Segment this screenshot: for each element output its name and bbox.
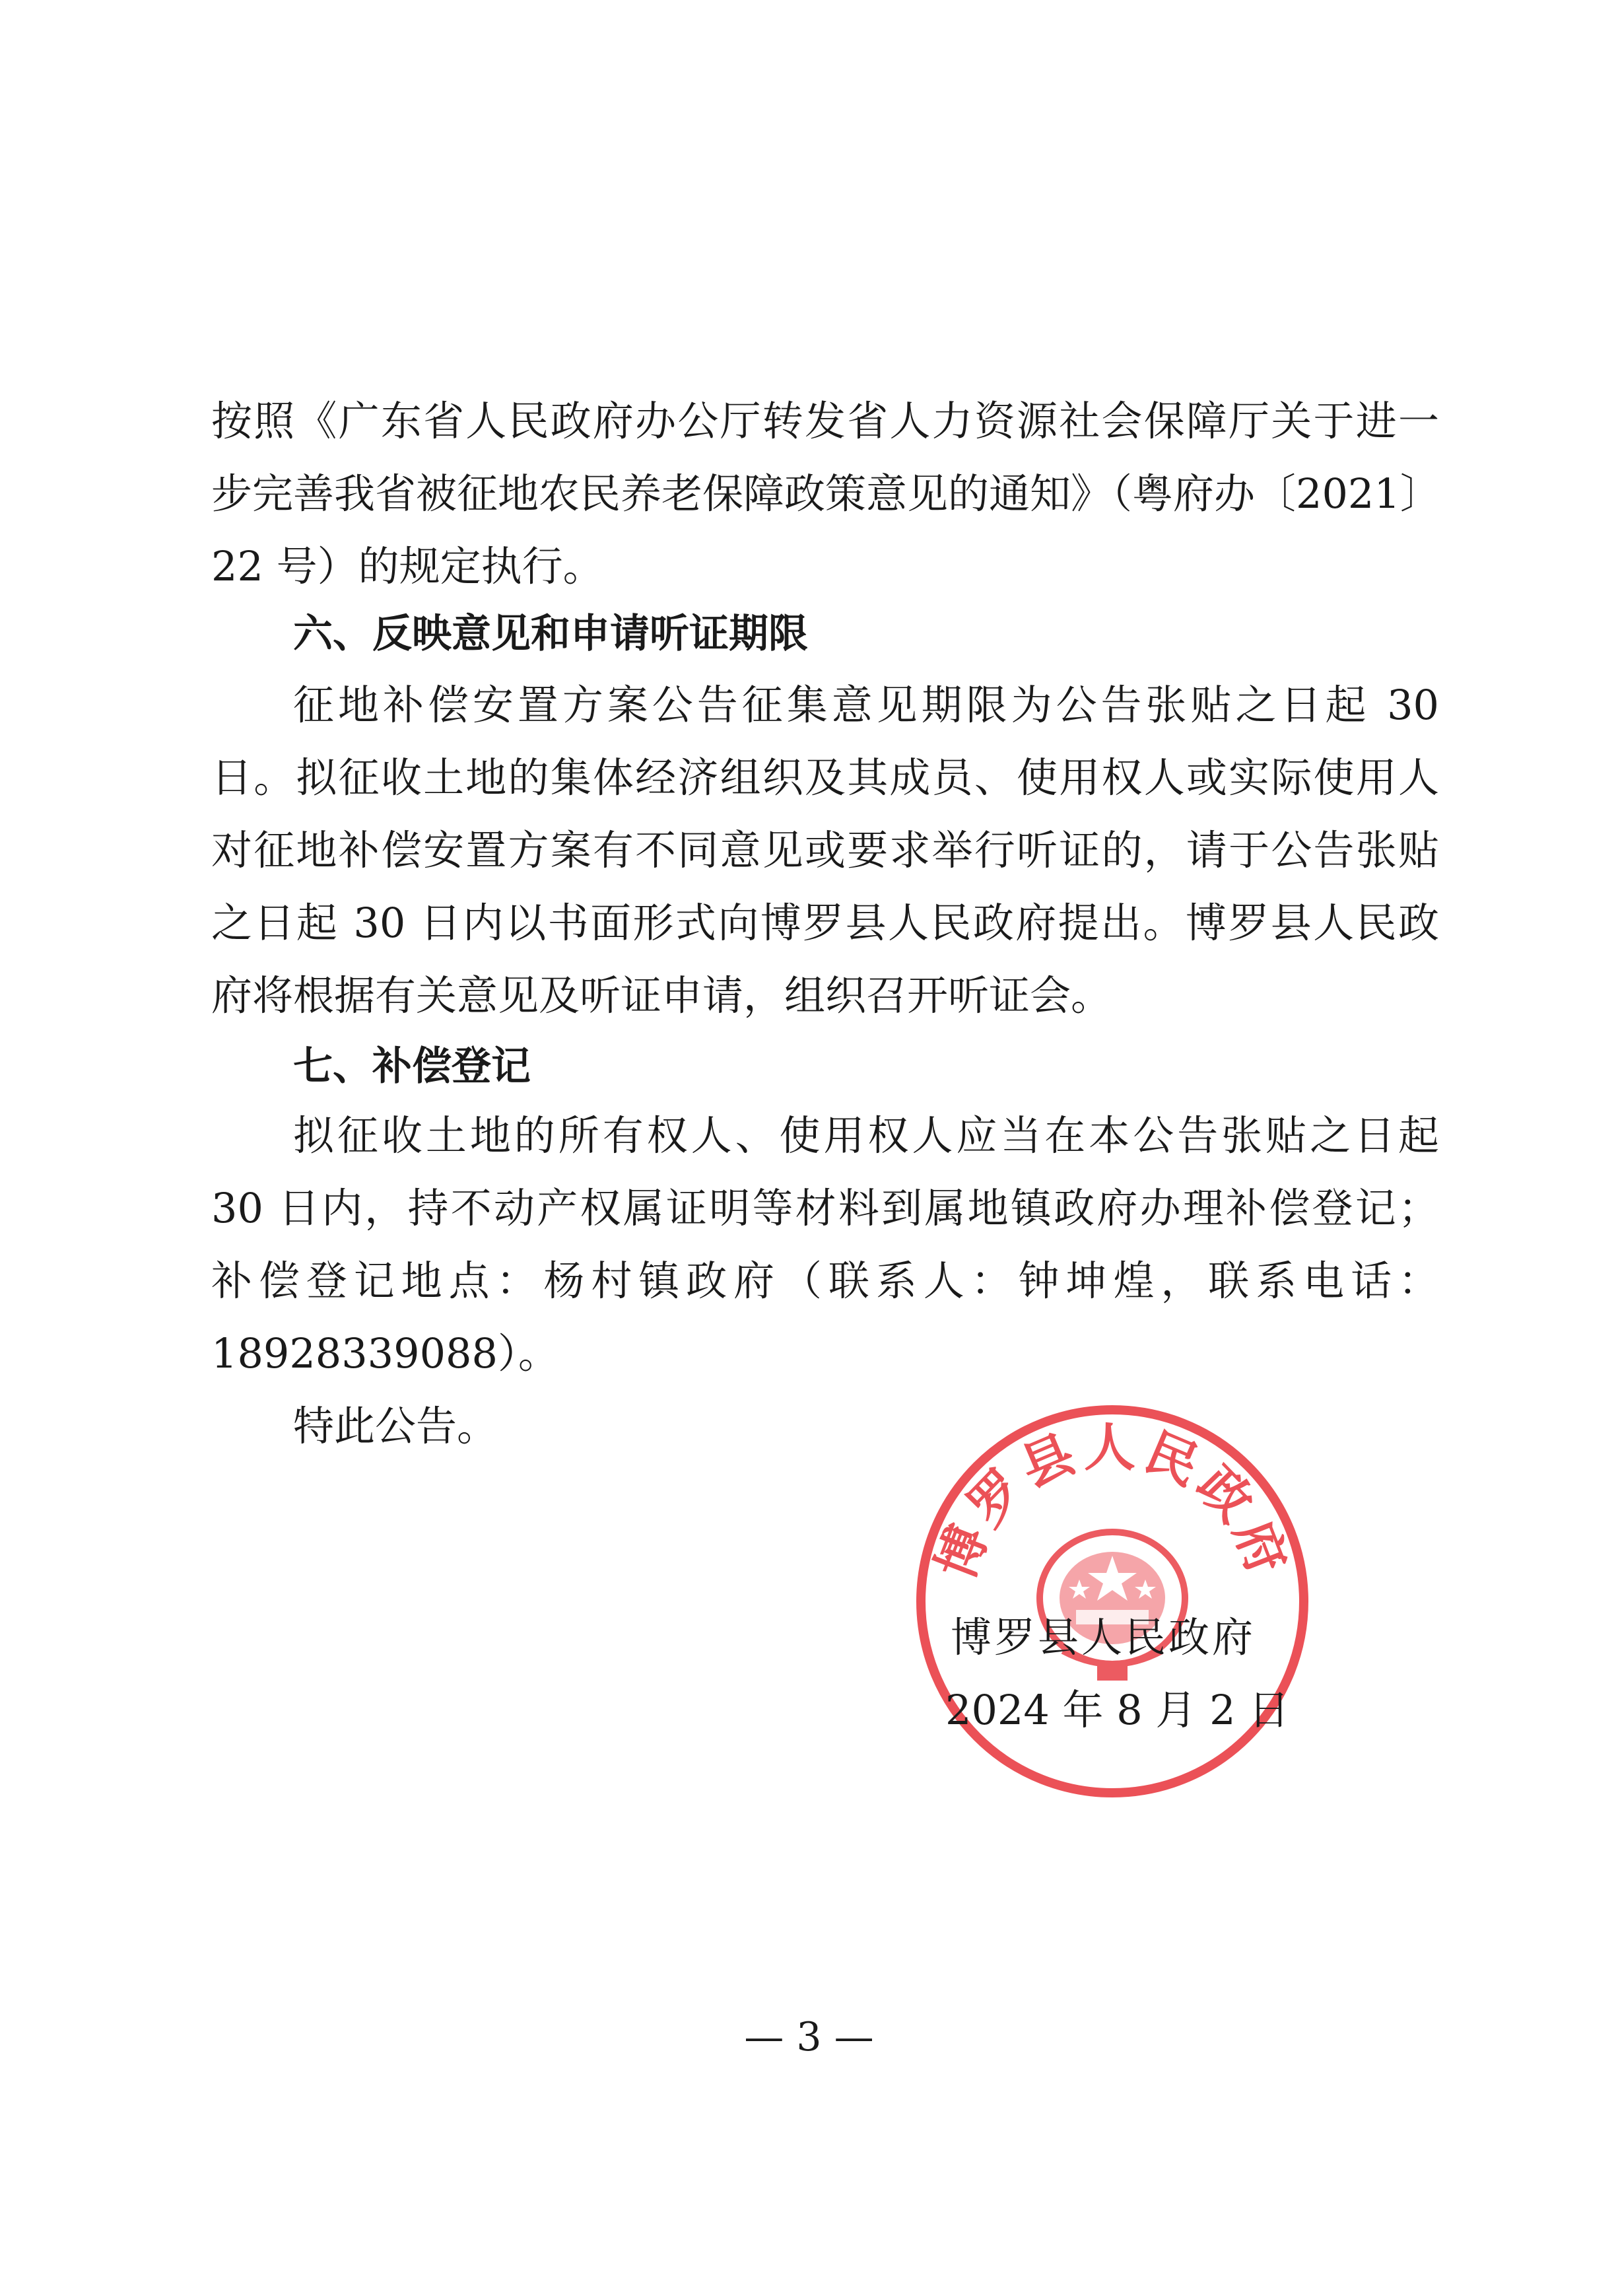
body-line: 征地补偿安置方案公告征集意见期限为公告张贴之日起 30 xyxy=(293,681,1439,729)
body-line: 22 号）的规定执行。 xyxy=(211,542,604,590)
body-line: 之日起 30 日内以书面形式向博罗县人民政府提出。博罗县人民政 xyxy=(211,899,1439,947)
body-line: 补偿登记地点：杨村镇政府（联系人：钟坤煌，联系电话： xyxy=(211,1257,1439,1305)
seal-text: 博罗县人民政府 xyxy=(926,1418,1299,1587)
body-line: 30 日内，持不动产权属证明等材料到属地镇政府办理补偿登记； xyxy=(211,1184,1439,1232)
closing-line: 特此公告。 xyxy=(293,1402,498,1450)
body-line: 府将根据有关意见及听证申请，组织召开听证会。 xyxy=(211,971,1112,1020)
signature-name: 博罗县人民政府 xyxy=(951,1613,1256,1661)
body-line: 拟征收土地的所有权人、使用权人应当在本公告张贴之日起 xyxy=(293,1111,1439,1160)
page-number: — 3 — xyxy=(744,2014,874,2060)
section-7-heading: 七、补偿登记 xyxy=(293,1043,531,1090)
signature-date: 2024 年 8 月 2 日 xyxy=(945,1686,1290,1734)
body-line: 18928339088）。 xyxy=(211,1329,559,1377)
official-seal xyxy=(911,1400,1314,1803)
body-line: 日。拟征收土地的集体经济组织及其成员、使用权人或实际使用人 xyxy=(211,753,1439,802)
body-line: 步完善我省被征地农民养老保障政策意见的通知》（粤府办〔2021〕 xyxy=(211,470,1441,518)
body-line: 按照《广东省人民政府办公厅转发省人力资源社会保障厅关于进一 xyxy=(211,397,1439,445)
body-line: 对征地补偿安置方案有不同意见或要求举行听证的，请于公告张贴 xyxy=(211,826,1439,874)
section-6-heading: 六、反映意见和申请听证期限 xyxy=(293,611,808,657)
